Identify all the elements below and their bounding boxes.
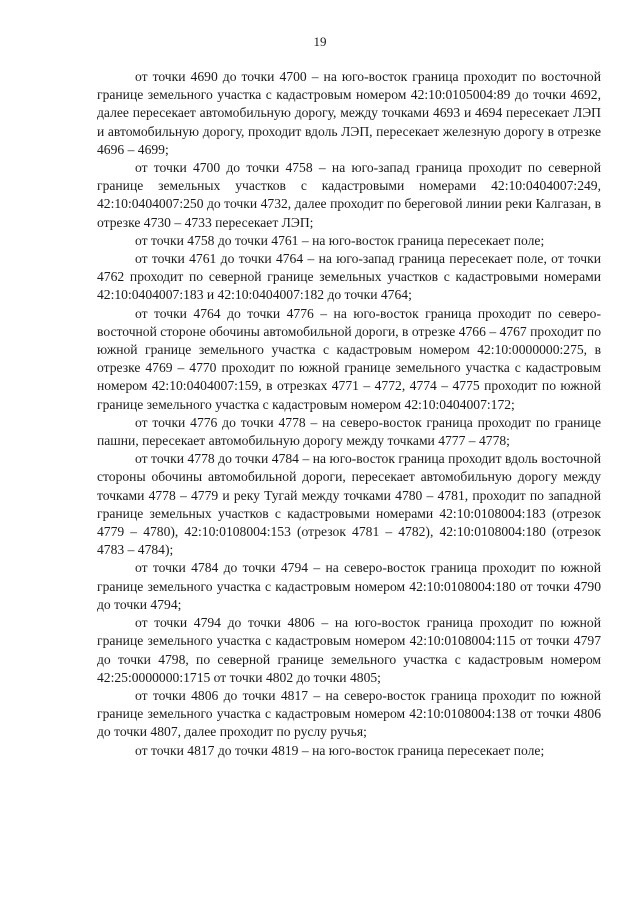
paragraph-4761-4764: от точки 4761 до точки 4764 – на юго-запад граница пересекает поле, от точки 4762 проходит по северной границе земельных участков с кадастровыми номерами 42:10:0404007:183 и 42:10:0404007:182 до точки 4764; <box>97 251 601 303</box>
paragraph-4784-4794: от точки 4784 до точки 4794 – на северо-восток граница проходит по южной границе земельного участка с кадастровым номером 42:10:0108004:180 от точки 4790 до точки 4794; <box>97 560 601 612</box>
paragraph-4817-4819: от точки 4817 до точки 4819 – на юго-восток граница пересекает поле; <box>135 742 545 758</box>
page-number: 19 <box>313 34 327 49</box>
document-body <box>97 68 601 760</box>
paragraph-4778-4784: от точки 4778 до точки 4784 – на юго-восток граница проходит вдоль восточной стороны обочины автомобильной дороги, пересекает автомобильную дорогу между точками 4778 – 4779 и реку Тугай между точками 4780 – 4781, проходит по западной границе земельных участков с кадастровыми номерами 42:10:0108004:183 (отрезок 4779 – 4780), 42:10:0108004:153 (отрезок 4781 – 4782), 42:10:0108004:180 (отрезок 4783 – 4784); <box>97 451 601 558</box>
paragraph-4806-4817: от точки 4806 до точки 4817 – на северо-восток граница проходит по южной границе земельного участка с кадастровым номером 42:10:0108004:138 от точки 4806 до точки 4807, далее проходит по руслу ручья; <box>97 687 601 740</box>
paragraph-4794-4806: от точки 4794 до точки 4806 – на юго-восток граница проходит по южной границе земельного участка с кадастровым номером 42:10:0108004:115 от точки 4797 до точки 4798, по северной границе земельного участка с кадастровым номером 42:25:0000000:1715 от точки 4802 до точки 4805; <box>97 615 601 685</box>
paragraph-4776-4778: от точки 4776 до точки 4778 – на северо-восток граница проходит по границе пашни, пересекает автомобильную дорогу между точками 4777 – 4778; <box>97 414 601 449</box>
paragraph-4690-4700: от точки 4690 до точки 4700 – на юго-восток граница проходит по восточной границе земельного участка с кадастровым номером 42:10:0105004:89 до точки 4692, далее пересекает автомобильную дорогу, между точками 4693 и 4694 пересекает ЛЭП и автомобильную дорогу, проходит вдоль ЛЭП, пересекает железную дорогу в отрезке 4696 – 4699; <box>97 69 601 157</box>
paragraph-4700-4758: от точки 4700 до точки 4758 – на юго-запад граница проходит по северной границе земельных участков с кадастровыми номерами 42:10:0404007:249, 42:10:0404007:250 до точки 4732, далее проходит по береговой линии реки Калгазан, в отрезке 4730 – 4733 пересекает ЛЭП; <box>97 160 601 230</box>
paragraph-4758-4761: от точки 4758 до точки 4761 – на юго-восток граница пересекает поле; <box>135 232 545 248</box>
paragraph-4764-4776: от точки 4764 до точки 4776 – на юго-восток граница проходит по северо-восточной стороне обочины автомобильной дороги, в отрезке 4766 – 4767 проходит по южной границе земельного участка с кадастровым номером 42:10:0000000:275, в отрезке 4769 – 4770 проходит по южной границе земельного участка с кадастровым номером 42:10:0404007:159, в отрезках 4771 – 4772, 4774 – 4775 проходит по южной границе земельного участка с кадастровым номером 42:10:0404007:172; <box>97 305 601 412</box>
